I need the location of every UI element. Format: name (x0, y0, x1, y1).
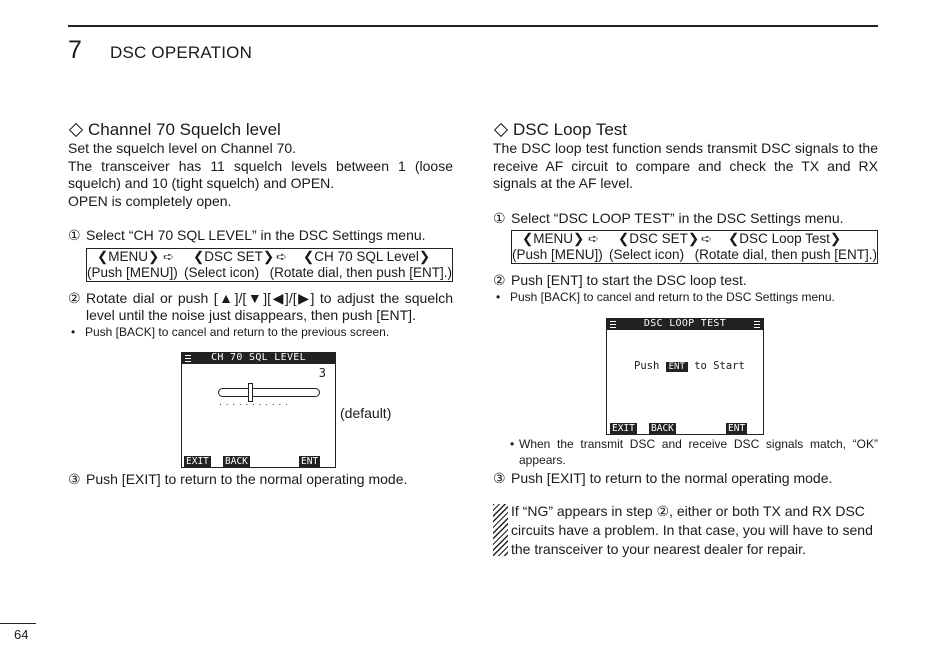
step-2: ② Rotate dial or push [▲]/[▼][◀]/[▶] to adjust the squelch level until the noise just disappears, then push [ENT]. (68, 289, 453, 323)
path-arrow-icon: ➪ (163, 248, 174, 264)
path-arrow-icon: ➪ (701, 231, 712, 246)
section-heading: Channel 70 Squelch level (68, 120, 453, 140)
intro-line: OPEN is completely open. (68, 192, 232, 209)
sql-slider (218, 388, 320, 397)
right-column (493, 120, 878, 305)
step-3: ③ Push [EXIT] to return to the normal operating mode. (68, 471, 408, 487)
default-label: (default) (340, 405, 392, 421)
section-heading: DSC Loop Test (493, 120, 878, 140)
path-dsc-set: ❮DSC SET❯ (618, 231, 700, 246)
step-2-note: • Push [BACK] to cancel and return to the previous screen. (71, 324, 390, 339)
path-hint: (Push [MENU]) (87, 264, 178, 280)
important-note: If “NG” appears in step ②, either or both TX and RX DSC circuits have a problem. In that case, you will have to send the transceiver to your nearest dealer for repair. (493, 502, 878, 559)
step-1: ① Select “CH 70 SQL LEVEL” in the DSC Settings menu. (68, 227, 426, 243)
sql-ticks: ··········· (219, 399, 292, 409)
lcd-loop-test (606, 318, 764, 435)
ent-key-icon: ENT (666, 362, 688, 372)
path-menu: ❮MENU❯ (97, 248, 160, 264)
menu-path-box (511, 230, 878, 264)
page-number: 64 (14, 627, 29, 642)
menu-lines-icon (610, 321, 616, 328)
step-2-note: • Push [BACK] to cancel and return to the DSC Settings menu. (496, 289, 835, 304)
left-column (68, 120, 453, 340)
step-1: ① Select “DSC LOOP TEST” in the DSC Settings menu. (493, 209, 844, 226)
lcd-title-bar: CH 70 SQL LEVEL (182, 353, 335, 364)
path-menu: ❮MENU❯ (522, 231, 585, 246)
sql-value: 3 (318, 366, 326, 380)
softkey-exit: EXIT (186, 456, 209, 467)
soft-keys (607, 423, 763, 434)
diamond-icon (494, 123, 508, 137)
path-arrow-icon: ➪ (588, 231, 599, 246)
chapter-number: 7 (68, 36, 82, 64)
intro-line: Set the squelch level on Channel 70. (68, 140, 297, 156)
intro-line: The transceiver has 11 squelch levels between 1 (loose squelch) and 10 (tight squelch) and OPEN. (68, 157, 453, 191)
softkey-ent: ENT (301, 456, 319, 467)
path-hint: (Select icon) (184, 264, 260, 280)
note-hatch-icon (493, 504, 508, 556)
softkey-ent: ENT (728, 423, 746, 434)
path-dsc-set: ❮DSC SET❯ (193, 248, 275, 264)
softkey-back: BACK (225, 456, 248, 467)
step-2: ② Push [ENT] to start the DSC loop test. (493, 272, 747, 288)
lcd-sql-level (181, 352, 336, 468)
softkey-exit: EXIT (612, 423, 635, 434)
path-hint: (Rotate dial, then push [ENT].) (269, 264, 452, 280)
loop-test-prompt: Push ENT to Start (634, 360, 745, 372)
chapter-title: DSC OPERATION (110, 43, 253, 62)
diamond-icon (69, 123, 83, 137)
menu-path-box (86, 248, 453, 282)
path-target: ❮CH 70 SQL Level❯ (303, 248, 431, 264)
path-hint: (Select icon) (609, 247, 685, 262)
path-hint: (Push [MENU]) (512, 247, 603, 262)
footer-rule (0, 623, 36, 624)
lcd-title-bar: DSC LOOP TEST (607, 319, 763, 330)
menu-lines-icon (754, 321, 760, 328)
match-note: • When the transmit DSC and receive DSC signals match, “OK” appears. (510, 437, 878, 467)
soft-keys (182, 456, 335, 467)
path-hint: (Rotate dial, then push [ENT].) (694, 247, 877, 262)
path-arrow-icon: ➪ (276, 248, 287, 264)
step-3: ③ Push [EXIT] to return to the normal operating mode. (493, 470, 833, 486)
intro-text: The DSC loop test function sends transmit DSC signals to the receive AF circuit to compare and check the TX and RX signals at the AF level. (493, 140, 878, 191)
softkey-back: BACK (651, 423, 674, 434)
menu-lines-icon (185, 355, 191, 362)
path-target: ❮DSC Loop Test❯ (728, 231, 842, 246)
header-rule (68, 25, 878, 27)
